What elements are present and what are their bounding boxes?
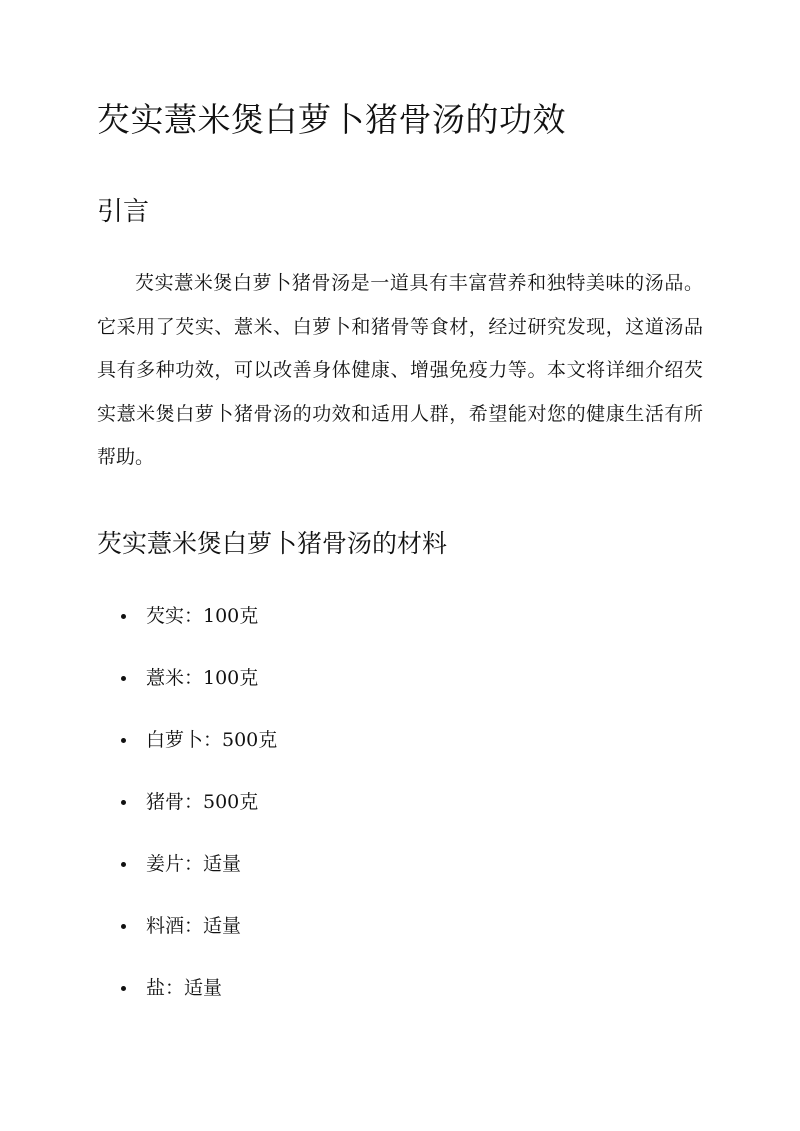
- bullet-icon: [121, 800, 126, 805]
- ingredient-text: 料酒：适量: [146, 915, 242, 937]
- ingredient-text: 猪骨：500克: [146, 791, 259, 813]
- bullet-icon: [121, 986, 126, 991]
- bullet-icon: [121, 924, 126, 929]
- ingredient-text: 姜片：适量: [146, 853, 242, 875]
- bullet-icon: [121, 614, 126, 619]
- bullet-icon: [121, 676, 126, 681]
- bullet-icon: [121, 738, 126, 743]
- materials-heading: 芡实薏米煲白萝卜猪骨汤的材料: [97, 529, 448, 558]
- ingredient-text: 盐：适量: [146, 977, 223, 999]
- document-title: 芡实薏米煲白萝卜猪骨汤的功效: [97, 100, 566, 139]
- ingredient-text: 芡实：100克: [146, 605, 259, 627]
- intro-heading: 引言: [97, 197, 150, 227]
- bullet-icon: [121, 862, 126, 867]
- intro-paragraph: 芡实薏米煲白萝卜猪骨汤是一道具有丰富营养和独特美味的汤品。它采用了芡实、薏米、白萝卜和猪骨等食材，经过研究发现，这道汤品具有多种功效，可以改善身体健康、增强免疫力等。本文将详细介绍芡实薏米煲白萝卜猪骨汤的功效和适用人群，希望能对您的健康生活有所帮助。: [97, 272, 703, 469]
- ingredient-text: 白萝卜：500克: [146, 729, 278, 751]
- ingredient-text: 薏米：100克: [146, 667, 259, 689]
